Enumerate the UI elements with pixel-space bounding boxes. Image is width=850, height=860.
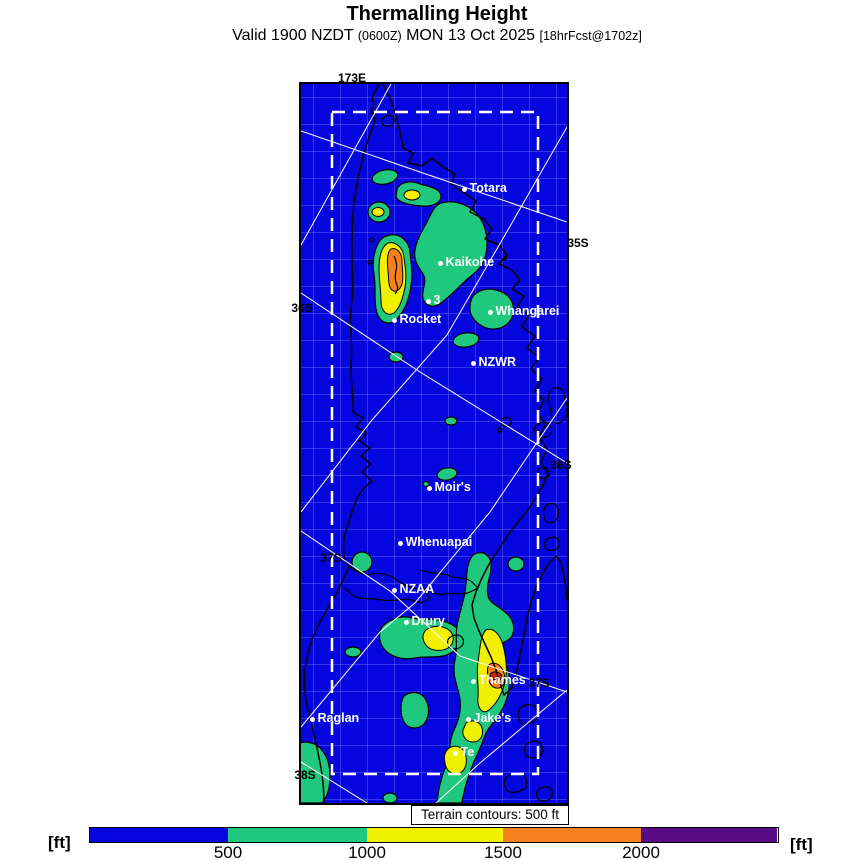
colorbar-segment-0-500-ft xyxy=(90,828,228,842)
colorbar-tick-2000: 2000 xyxy=(622,843,660,860)
graticule-label-37s: 37S xyxy=(320,551,342,565)
waypoint-label: Te xyxy=(460,744,475,759)
waypoint-label: Whenuapai xyxy=(405,534,473,549)
waypoint-label: Drury xyxy=(411,613,445,628)
valid-time: Valid 1900 NZDT xyxy=(232,27,354,44)
colorbar-tick-1500: 1500 xyxy=(484,843,522,860)
colorbar-strip xyxy=(89,827,779,843)
terrain-contours-note: Terrain contours: 500 ft xyxy=(411,805,569,825)
header xyxy=(12,2,850,46)
valid-time-line xyxy=(12,26,850,46)
valid-date: MON 13 Oct 2025 xyxy=(406,27,536,44)
colorbar-tick-500: 500 xyxy=(213,843,243,860)
waypoint-label: Totara xyxy=(469,180,507,195)
waypoint-label: 3 xyxy=(433,292,441,307)
waypoint-label: Raglan xyxy=(317,710,360,725)
forecast-map xyxy=(299,82,572,805)
waypoint-label: Rocket xyxy=(399,311,442,326)
graticule-label-37s: 37S xyxy=(528,676,550,690)
waypoint-label: Whangarei xyxy=(495,303,560,318)
waypoint-label: Jake's xyxy=(473,710,512,725)
colorbar-segment-500-1000-ft xyxy=(228,828,367,842)
colorbar-segment-1000-1500-ft xyxy=(367,828,503,842)
colorbar-tick-1000: 1000 xyxy=(348,843,386,860)
graticule-label-173e: 173E xyxy=(337,71,367,85)
colorbar-unit-right: [ft] xyxy=(790,835,813,854)
waypoint-label: Thames xyxy=(478,672,526,687)
colorbar-unit-left: [ft] xyxy=(48,833,71,852)
graticule-label-36s: 36S xyxy=(550,458,572,472)
valid-time-zulu: (0600Z) xyxy=(357,29,402,43)
waypoint-label: NZWR xyxy=(478,354,516,369)
colorbar-segment-1500-2000-ft xyxy=(503,828,641,842)
map-graphics xyxy=(301,84,567,803)
waypoint-label: Moir's xyxy=(434,479,471,494)
graticule-label-35s: 35S xyxy=(567,236,589,250)
forecast-run: [18hrFcst@1702z] xyxy=(539,29,642,43)
waypoint-label: Kaikohe xyxy=(445,254,495,269)
page-title: Thermalling Height xyxy=(346,3,528,25)
graticule-label-38s: 38S xyxy=(294,768,316,782)
graticule-label-36s: 36S xyxy=(291,301,313,315)
colorbar-segment-2000-ft xyxy=(641,828,777,842)
waypoint-label: NZAA xyxy=(399,581,435,596)
